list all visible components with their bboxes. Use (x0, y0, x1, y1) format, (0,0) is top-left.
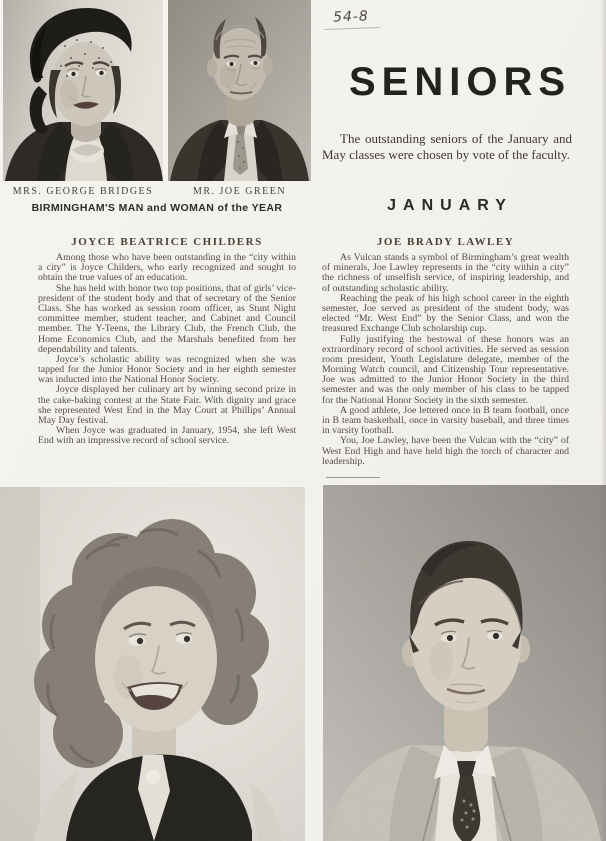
man-and-woman-of-the-year-banner: BIRMINGHAM'S MAN and WOMAN of the YEAR (31, 202, 283, 214)
joe-lawley-photo (323, 485, 606, 841)
mrs-george-bridges-photo (3, 0, 163, 181)
article-paragraph: When Joyce was graduated in January, 1954, she left West End with an impressive record of school service. (38, 425, 296, 447)
article-joe-lawley (322, 236, 569, 467)
article-paragraph: A good athlete, Joe lettered once in B team football, once in B team basketball, once in varsity baseball, and three times in varsity football. (322, 404, 569, 437)
article-paragraph: Joyce displayed her culinary art by winning second prize in the cake-baking contest at the State Fair. With dignity and grace she represented West End in the May Court at Phillips’ Annual May Day festival. (38, 384, 296, 426)
article-joyce-childers (38, 236, 296, 447)
smiling-young-woman-portrait-image (0, 487, 305, 841)
article-paragraph: As Vulcan stands a symbol of Birmingham’s great wealth of minerals, Joe Lawley represents in the “city within a city” the richness of unselfish service, of inspiring leadership, and of outstanding scholastic ability. (322, 252, 569, 294)
joyce-childers-photo (0, 487, 305, 841)
section-heading-january: JANUARY (387, 197, 513, 214)
young-man-portrait-image (323, 485, 606, 841)
handwritten-page-annotation: 54-8 (324, 8, 381, 30)
mr-joe-green-photo (168, 0, 311, 181)
article-paragraph: Reaching the peak of his high school career in the eighth semester, Joe served as president of the student body, was elected “Mr. West End” by the Senior Class, and won the treasured Exchange Club scholarship cup. (322, 292, 569, 335)
balding-man-portrait-image (168, 0, 311, 181)
article-paragraph: Joyce’s scholastic ability was recognized when she was tapped for the Junior Honor Society and in her eighth semester was inducted into the National Honor Society. (38, 353, 296, 386)
article-paragraph: Fully justifying the bestowal of these honors was an extraordinary record of school activities. He served as session room president, Youth Legislature delegate, member of the Morning Watch council, and Citizenship Tour representative. Joe was admitted to the Junior Honor Society in the third semester and was the only member of his class to be tapped for the National Honor Society in the sixth semester. (322, 333, 569, 406)
intro-paragraph: The outstanding seniors of the January and May classes were chosen by vote of the faculty. (322, 131, 572, 162)
article-paragraph: Among those who have been outstanding in the “city within a city” is Joyce Childers, who early recognized and sought to obtain the true values of an education. (38, 252, 296, 284)
woman-in-veiled-hat-portrait-image (3, 0, 163, 181)
scan-artifact-line (326, 477, 380, 478)
article-title: JOYCE BEATRICE CHILDERS (71, 236, 263, 248)
article-title: JOE BRADY LAWLEY (376, 236, 515, 248)
article-paragraph: She has held with honor two top positions, that of girls’ vice-president of the student body and that of secretary of the Senior Class. She has worked as session room officer, as Stunt Night committee member, student teacher, and Cabinet and Council member. The Y-Teens, the Library Club, the French Club, the Home Economics Club, and the Marshals benefited from her dependability and talents. (38, 282, 296, 355)
article-paragraph: You, Joe Lawley, have been the Vulcan with the “city” of West End High and have held high the torch of character and leadership. (322, 435, 569, 467)
caption-mrs-george-bridges: MRS. GEORGE BRIDGES (12, 186, 154, 197)
page-title: SENIORS (348, 60, 572, 104)
caption-mr-joe-green: MR. JOE GREEN (192, 186, 287, 197)
